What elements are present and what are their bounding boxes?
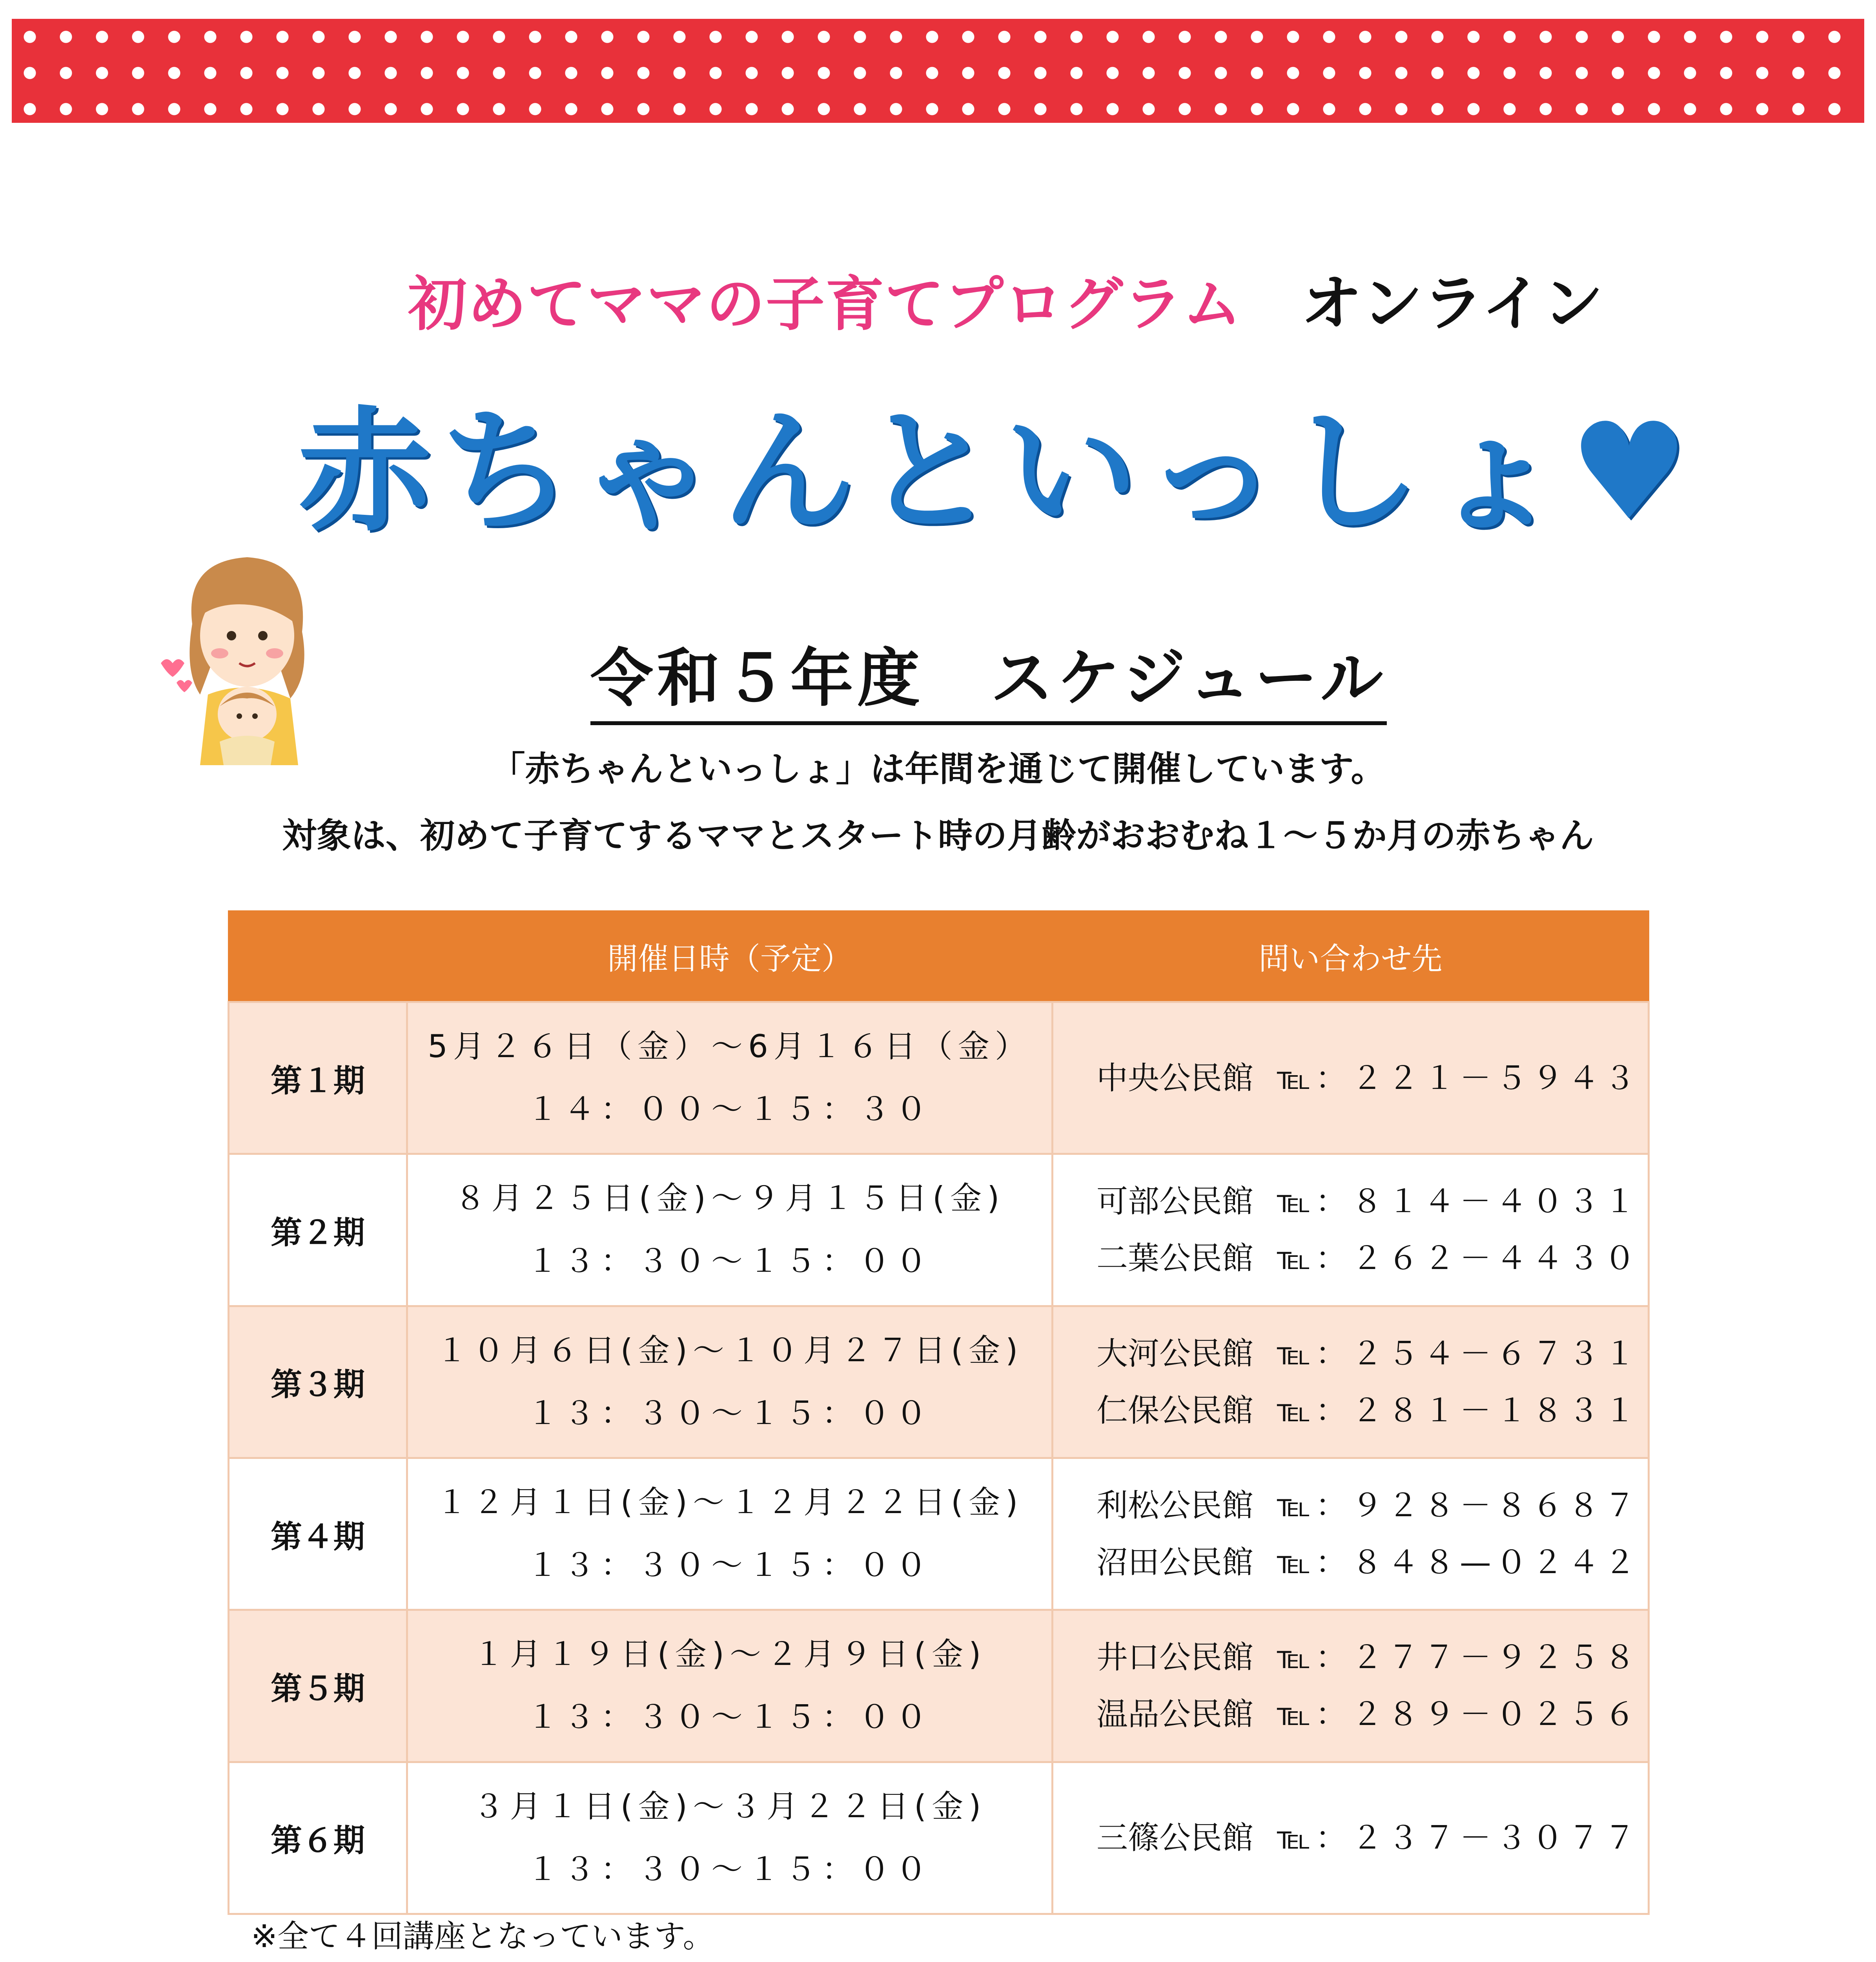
contact-cell bbox=[1053, 1762, 1649, 1914]
community-center-name: 井口公民館 bbox=[1096, 1639, 1253, 1676]
contact-cell bbox=[1053, 1002, 1649, 1154]
datetime-cell bbox=[407, 1458, 1053, 1610]
schedule-intro-line2: 対象は、初めて子育てするママとスタート時の月齢がおおむね１～５か月の赤ちゃん bbox=[282, 815, 1594, 856]
header-blank bbox=[229, 911, 407, 1002]
phone-number: ℡：２８１－１８３１ bbox=[1277, 1392, 1640, 1429]
top-pattern-band bbox=[12, 19, 1864, 123]
table-row bbox=[229, 1154, 1649, 1306]
term-cell: 第４期 bbox=[229, 1458, 407, 1610]
datetime-cell bbox=[407, 1762, 1053, 1914]
table-row bbox=[229, 1610, 1649, 1762]
contact-line bbox=[1096, 1325, 1647, 1382]
phone-number: ℡：２７７－９２５８ bbox=[1277, 1639, 1640, 1676]
contact-cell bbox=[1053, 1458, 1649, 1610]
phone-number: ℡：２５４－６７３１ bbox=[1277, 1335, 1640, 1372]
term-cell: 第５期 bbox=[229, 1610, 407, 1762]
date-range: ８月２５日(金)～９月１５日(金) bbox=[454, 1180, 1005, 1217]
contact-cell bbox=[1053, 1154, 1649, 1306]
contact-line bbox=[1096, 1382, 1647, 1439]
contact-line bbox=[1096, 1534, 1647, 1591]
table-row bbox=[229, 1002, 1649, 1154]
term-cell: 第３期 bbox=[229, 1306, 407, 1458]
schedule-table bbox=[228, 910, 1650, 1915]
contact-line bbox=[1096, 1629, 1647, 1686]
phone-number: ℡：２６２－４４３０ bbox=[1277, 1240, 1640, 1277]
time-range: １３：３０～１５：００ bbox=[527, 1547, 933, 1584]
community-center-name: 二葉公民館 bbox=[1096, 1240, 1253, 1277]
contact-line bbox=[1096, 1230, 1647, 1287]
time-range: １３：３０～１５：００ bbox=[527, 1395, 933, 1431]
date-range: １月１９日(金)～２月９日(金) bbox=[473, 1636, 987, 1673]
note-four-sessions: ※全て４回講座となっています。 bbox=[251, 1918, 714, 1955]
community-center-name: 仁保公民館 bbox=[1096, 1392, 1253, 1429]
phone-number: ℡：２８９－０２５６ bbox=[1277, 1696, 1640, 1733]
term-cell: 第２期 bbox=[229, 1154, 407, 1306]
time-range: １４：００～１５：３０ bbox=[527, 1091, 933, 1128]
contact-line bbox=[1096, 1809, 1647, 1866]
program-name: 初めてママの子育てプログラム bbox=[408, 270, 1242, 339]
contact-line bbox=[1096, 1686, 1647, 1743]
online-label: オンライン bbox=[1301, 268, 1603, 339]
phone-number: ℡：８１４－４０３１ bbox=[1277, 1183, 1640, 1220]
schedule-heading-wrap bbox=[581, 628, 1397, 725]
table-row bbox=[229, 1458, 1649, 1610]
header-contact: 問い合わせ先 bbox=[1053, 911, 1649, 1002]
contact-cell bbox=[1053, 1610, 1649, 1762]
time-range: １３：３０～１５：００ bbox=[527, 1699, 933, 1736]
schedule-heading: 令和５年度 スケジュール bbox=[590, 628, 1387, 725]
header-datetime: 開催日時（予定） bbox=[407, 911, 1053, 1002]
time-range: １３：３０～１５：００ bbox=[527, 1243, 933, 1280]
community-center-name: 温品公民館 bbox=[1096, 1696, 1253, 1733]
community-center-name: 中央公民館 bbox=[1096, 1059, 1253, 1096]
datetime-cell bbox=[407, 1306, 1053, 1458]
community-center-name: 三篠公民館 bbox=[1096, 1820, 1253, 1856]
date-range: １２月１日(金)～１２月２２日(金) bbox=[436, 1484, 1024, 1521]
table-header-row bbox=[229, 911, 1649, 1002]
contact-line bbox=[1096, 1477, 1647, 1534]
community-center-name: 利松公民館 bbox=[1096, 1487, 1253, 1524]
phone-number: ℡：９２８－８６８７ bbox=[1277, 1487, 1640, 1524]
date-range: ３月１日(金)～３月２２日(金) bbox=[473, 1788, 987, 1825]
contact-line bbox=[1096, 1173, 1647, 1230]
date-range: 5月２６日（金）～6月１６日（金） bbox=[428, 1028, 1032, 1065]
time-range: １３：３０～１５：００ bbox=[527, 1851, 933, 1887]
community-center-name: 沼田公民館 bbox=[1096, 1544, 1253, 1581]
community-center-name: 大河公民館 bbox=[1096, 1335, 1253, 1372]
datetime-cell bbox=[407, 1610, 1053, 1762]
date-range: １０月６日(金)～１０月２７日(金) bbox=[436, 1332, 1024, 1369]
term-cell: 第１期 bbox=[229, 1002, 407, 1154]
community-center-name: 可部公民館 bbox=[1096, 1183, 1253, 1220]
phone-number: ℡：２３７－３０７７ bbox=[1277, 1820, 1640, 1856]
main-title: 赤ちゃんといっしょ♥ bbox=[298, 394, 1697, 550]
table-row bbox=[229, 1762, 1649, 1914]
mother-with-baby-illustration bbox=[161, 545, 326, 773]
datetime-cell bbox=[407, 1002, 1053, 1154]
contact-line bbox=[1096, 1050, 1647, 1107]
phone-number: ℡：８４８—０２４２ bbox=[1277, 1544, 1640, 1581]
mother-holding-baby-illustration bbox=[1491, 1958, 1726, 1962]
table-row bbox=[229, 1306, 1649, 1458]
datetime-cell bbox=[407, 1154, 1053, 1306]
schedule-intro-line1: 「赤ちゃんといっしょ」は年間を通じて開催しています。 bbox=[490, 749, 1386, 789]
phone-number: ℡：２２１－５９４３ bbox=[1277, 1059, 1640, 1096]
program-subtitle bbox=[408, 255, 1603, 345]
term-cell: 第６期 bbox=[229, 1762, 407, 1914]
contact-cell bbox=[1053, 1306, 1649, 1458]
